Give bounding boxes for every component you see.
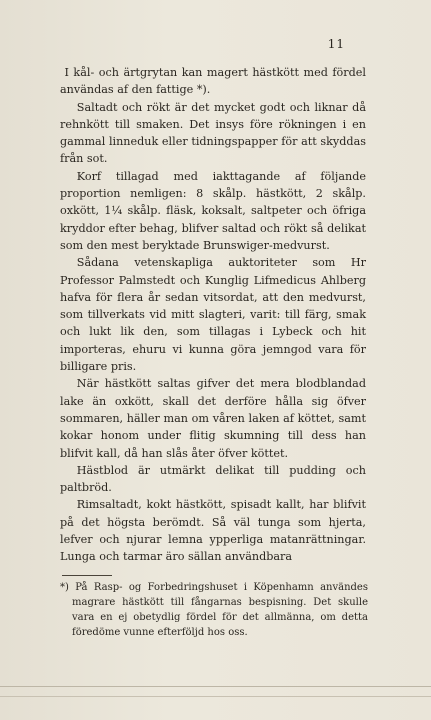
footnote-separator [62,575,112,576]
paragraph-3: Korf tillagad med iakttagande af följande proportion nemligen: 8 skålp. hästkött, 2 skålp. oxkött, 1¼ skålp. fläsk, koksalt, saltpeter och öfriga kryddor efter behag, blifver saltad och rökt så delikat som den mest beryktade Brunswiger-medvurst. [60,169,366,252]
page-edge-line-2 [0,696,431,697]
footnote-text: *) På Rasp- og Forbedringshuset i Köpenhamn användes magrare hästkött till fångarnas bespisning. Det skulle vara en ej obetydlig fördel för det allmänna, om detta föredöme vunne efterföljd hos oss. [60,582,368,638]
page-edge-line [0,686,431,687]
paragraph-1: I kål- och ärtgrytan kan magert hästkött med fördel användas af den fattige *). [60,66,366,97]
paragraph-4: Sådana vetenskapliga auktoriteter som Hr Professor Palmstedt och Kunglig Lifmedicus Ahlberg hafva för flera år sedan vitsordat, att den medvurst, som tillverkats vid mitt slagteri, varit: till färg, smak och lukt lik den, som tillagas i Lybeck och hit importeras, ehuru vi kunna göra jemngod vara för billigare pris. [60,256,366,374]
footnote [60,580,368,640]
paragraph-5: När hästkött saltas gifver det mera blodblandad lake än oxkött, skall det derföre hålla sig öfver sommaren, häller man om våren laken af köttet, samt kokar honom under flitig skumning till dess han blifvit kall, då han slås åter öfver köttet. [60,377,366,460]
body-text [60,64,366,566]
page-number: 11 [327,37,345,51]
paragraph-6: Hästblod är utmärkt delikat till pudding och paltbröd. [60,463,366,495]
paragraph-7: Rimsaltadt, kokt hästkött, spisadt kallt, har blifvit på det högsta berömdt. Så väl tunga som hjerta, lefver och njurar lemna ypperliga matanrättningar. Lunga och tarmar äro sällan användbara [60,498,366,564]
paragraph-2: Saltadt och rökt är det mycket godt och liknar då rehnkött till smaken. Det insys före rökningen i en gammal linneduk eller tidningspapper för att skyddas från sot. [60,100,366,166]
